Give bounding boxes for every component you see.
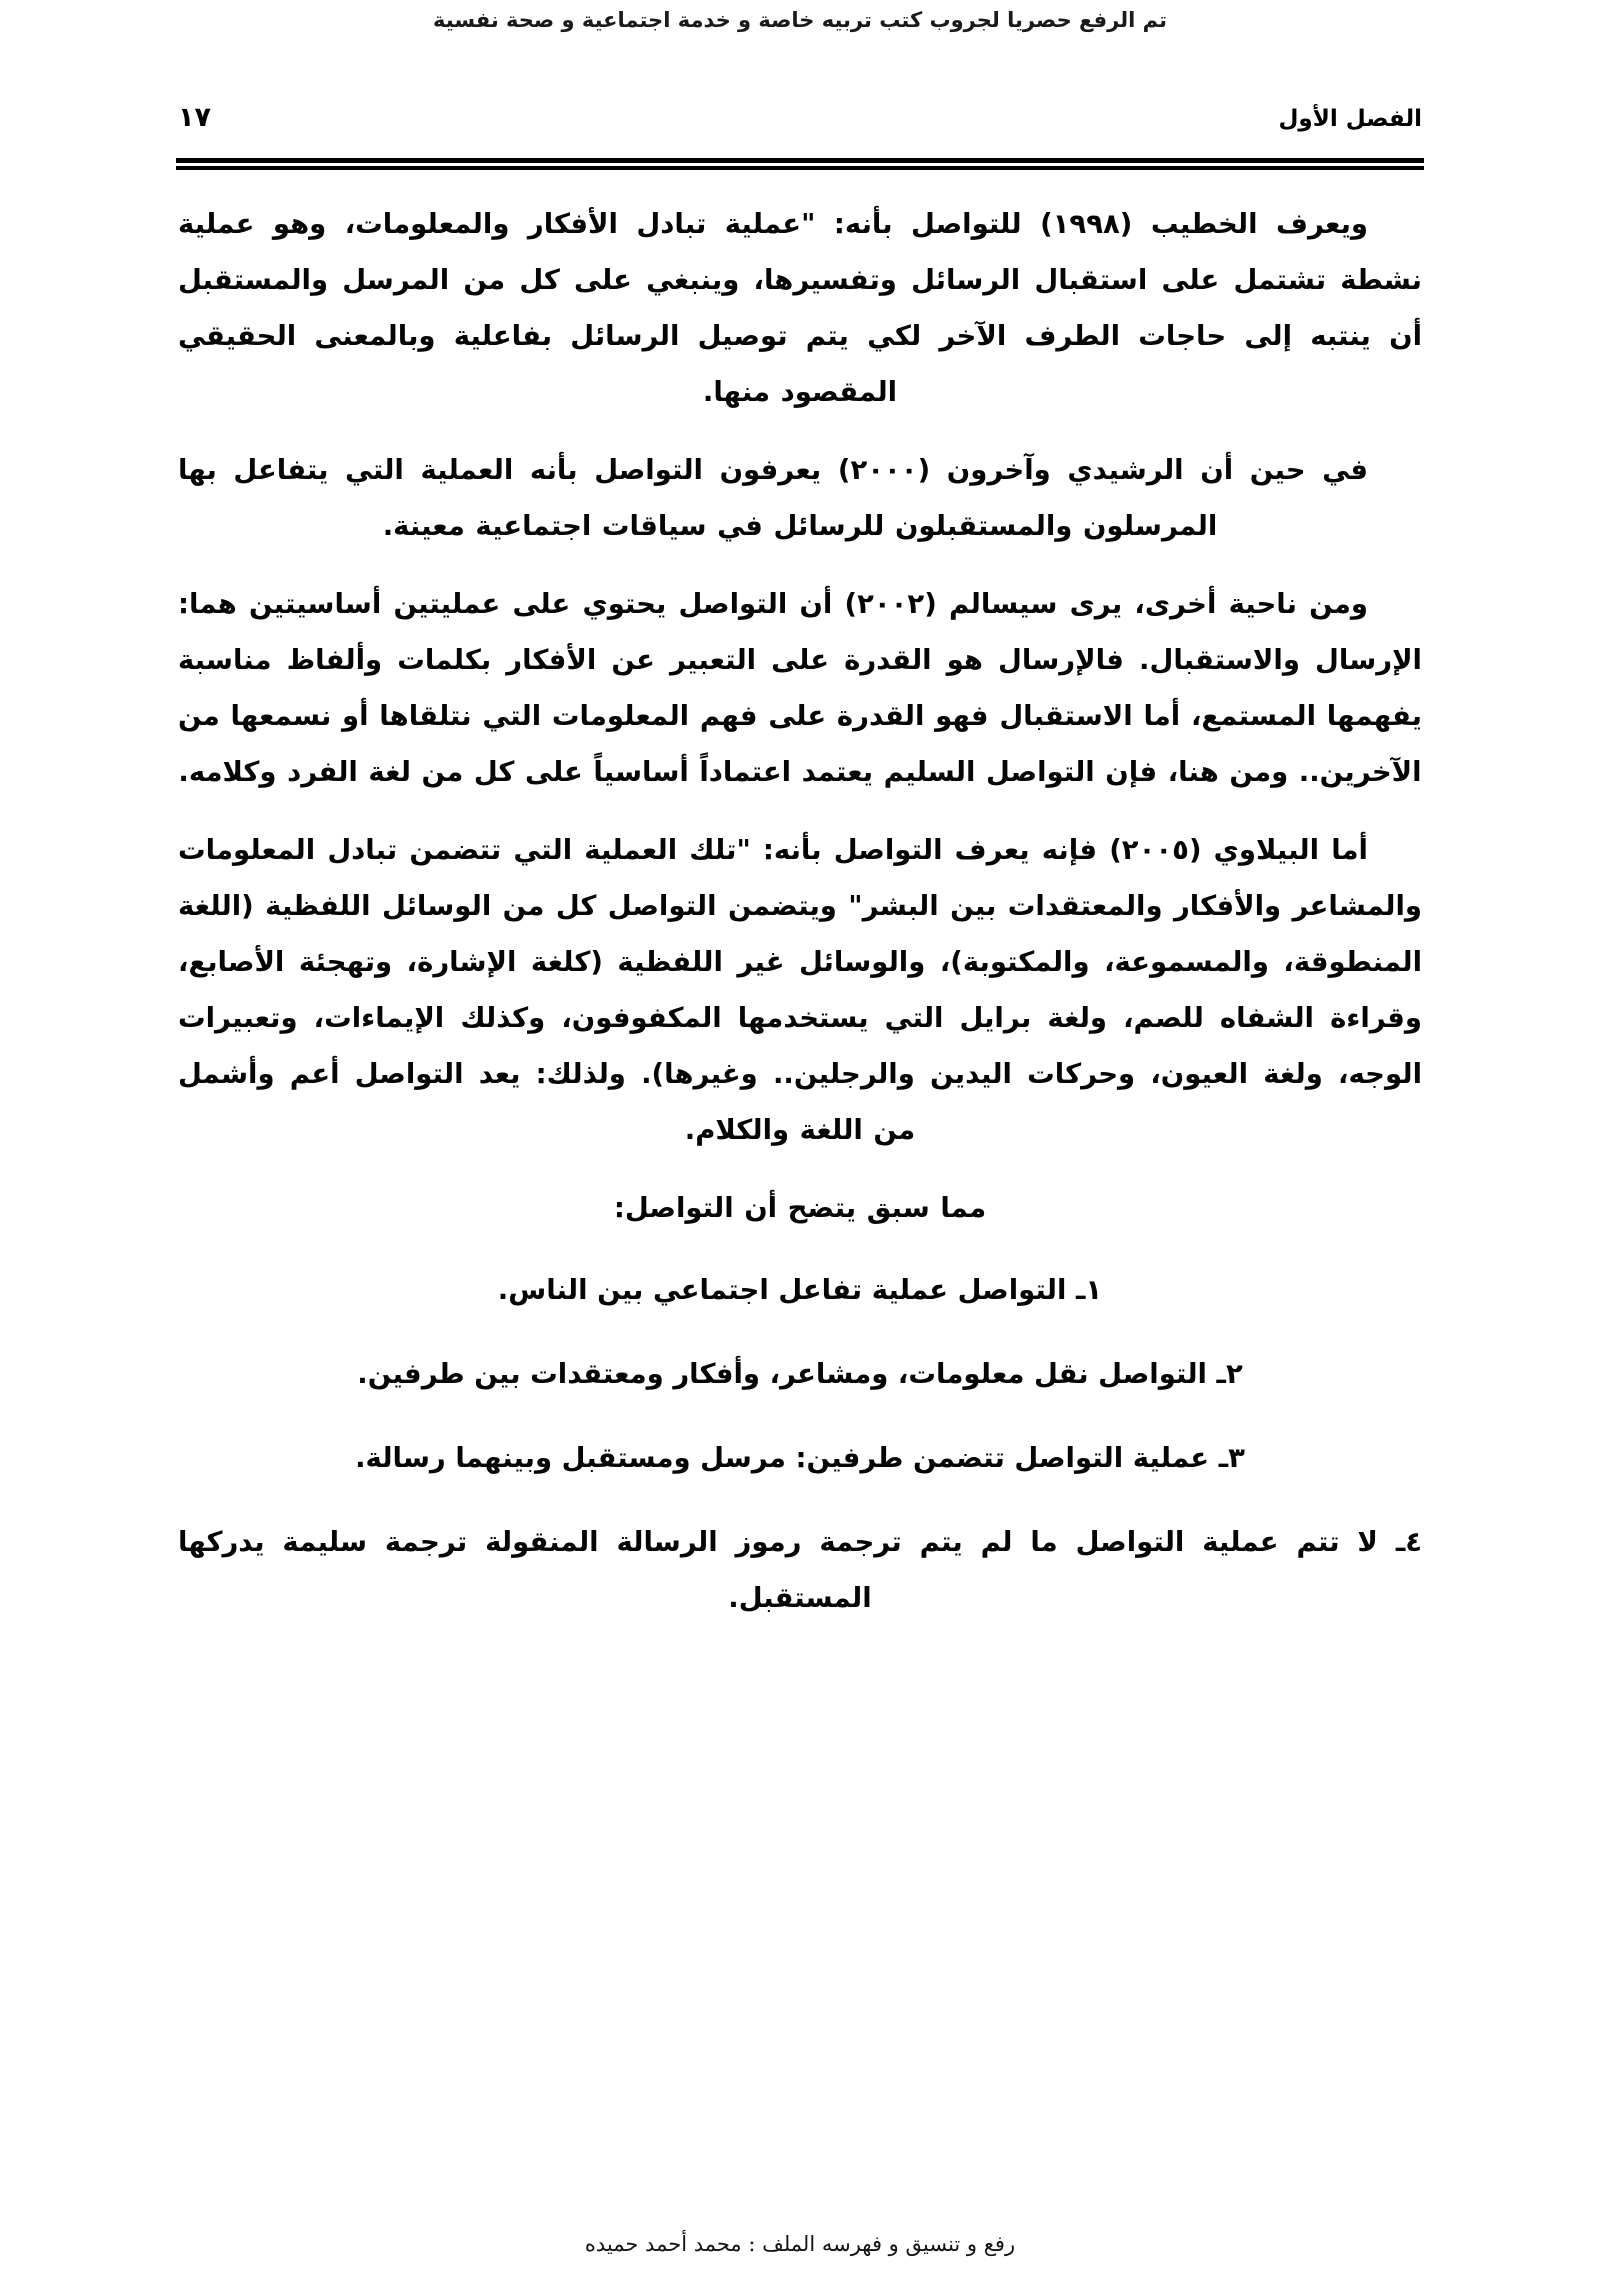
paragraph-rashidi-definition: في حين أن الرشيدي وآخرون (٢٠٠٠) يعرفون التواصل بأنه العملية التي يتفاعل بها المرسلون والمستقبلون للرسائل في سياقات اجتماعية معينة. [178, 454, 1368, 542]
body-text [178, 196, 1422, 1654]
conclusions-list [178, 1262, 1422, 1626]
list-item-marker: ١ـ [1075, 1274, 1103, 1306]
list-item [178, 1430, 1422, 1486]
list-item-marker: ٤ـ [1395, 1526, 1423, 1558]
running-head [178, 102, 1422, 142]
list-item [178, 1514, 1422, 1626]
list-item [178, 1346, 1422, 1402]
list-item-marker: ٢ـ [1216, 1358, 1243, 1390]
paragraph-bailawi-definition: أما البيلاوي (٢٠٠٥) فإنه يعرف التواصل بأنه: "تلك العملية التي تتضمن تبادل المعلومات والمشاعر والأفكار والمعتقدات بين البشر" ويتضمن التواصل كل من الوسائل اللفظية (اللغة المنطوقة، والمسموعة، والمكتوبة)، والوسائل غير اللفظية (كلغة الإشارة، وتهجئة الأصابع، وقراءة الشفاه للصم، ولغة برايل التي يستخدمها المكفوفون، وكذلك الإيماءات، وتعبيرات الوجه، ولغة العيون، وحركات اليدين والرجلين.. وغيرها). ولذلك: يعد التواصل أعم وأشمل من اللغة والكلام. [178, 834, 1422, 1146]
top-uploader-banner: تم الرفع حصريا لجروب كتب تربيه خاصة و خدمة اجتماعية و صحة نفسية [433, 8, 1167, 32]
divider-thick-line [176, 158, 1424, 163]
list-item-label: التواصل عملية تفاعل اجتماعي بين الناس. [497, 1274, 1067, 1306]
paragraph-khateeb-definition: ويعرف الخطيب (١٩٩٨) للتواصل بأنه: "عملية تبادل الأفكار والمعلومات، وهو عملية نشطة تشتمل على استقبال الرسائل وتفسيرها، وينبغي على كل من المرسل والمستقبل أن ينتبه إلى حاجات الطرف الآخر لكي يتم توصيل الرسائل بفاعلية وبالمعنى الحقيقي المقصود منها. [178, 208, 1422, 408]
paragraph-sisalem-definition: ومن ناحية أخرى، يرى سيسالم (٢٠٠٢) أن التواصل يحتوي على عمليتين أساسيتين هما: الإرسال والاستقبال. فالإرسال هو القدرة على التعبير عن الأفكار بكلمات وألفاظ مناسبة يفهمها المستمع، أما الاستقبال فهو القدرة على فهم المعلومات التي نتلقاها أو نسمعها من الآخرين.. ومن هنا، فإن التواصل السليم يعتمد اعتماداً أساسياً على كل من لغة الفرد وكلامه. [178, 588, 1422, 788]
list-item [178, 1262, 1422, 1318]
page-number: ١٧ [178, 102, 211, 133]
chapter-label: الفصل الأول [1278, 106, 1422, 132]
list-item-marker: ٣ـ [1218, 1442, 1245, 1474]
list-item-label: التواصل نقل معلومات، ومشاعر، وأفكار ومعتقدات بين طرفين. [357, 1358, 1207, 1390]
bottom-credit: رفع و تنسيق و فهرسه الملف : محمد أحمد حميده [584, 2232, 1016, 2256]
divider-thin-line [176, 166, 1424, 170]
list-item-label: عملية التواصل تتضمن طرفين: مرسل ومستقبل وبينهما رسالة. [355, 1442, 1210, 1474]
summary-lead-in: مما سبق يتضح أن التواصل: [613, 1192, 987, 1224]
list-item-label: لا تتم عملية التواصل ما لم يتم ترجمة رموز الرسالة المنقولة ترجمة سليمة يدركها المستقبل. [178, 1526, 1378, 1614]
header-divider [176, 158, 1424, 170]
